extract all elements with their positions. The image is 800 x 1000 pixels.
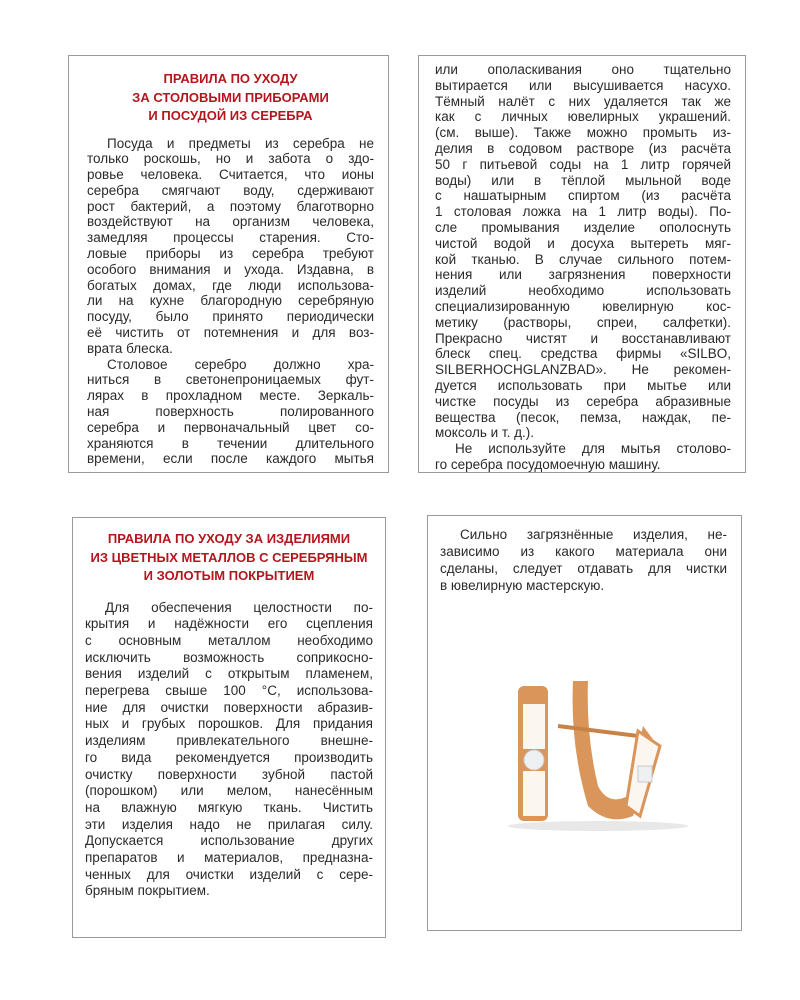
paragraph-line: серебра смягчают воду, сдерживают (87, 182, 374, 198)
paragraph-line: Допускается использование других (85, 833, 373, 849)
paragraph-line: Прекрасно чистят и восстанавливают (435, 330, 731, 346)
paragraph-line: Столовое серебро должно хра- (107, 356, 374, 372)
paragraph-line: перегрева свыше 100 °С, использова- (85, 683, 373, 699)
paragraph-line: го серебра посудомоечную машину. (435, 456, 661, 472)
paragraph-line: изделиям привлекательного внешне- (85, 733, 373, 749)
paragraph-line: серебра и первоначальный цвет со- (87, 419, 374, 435)
section-title-line: И ПОСУДОЙ ИЗ СЕРЕБРА (148, 108, 313, 123)
paragraph-line: дуется использовать при мытье или (435, 377, 731, 393)
paragraph-line: вещества (песок, пемза, наждак, пе- (435, 409, 731, 425)
paragraph (435, 62, 731, 441)
paragraph-line: с нашатырным спиртом (из расчёта (435, 188, 731, 204)
paragraph-line: бряным покрытием. (85, 883, 210, 899)
paragraph-line: посуду, было принято периодически (87, 309, 374, 325)
paragraph-line: очистку поверхности зубной пастой (85, 766, 373, 782)
paragraph-line: ловые приборы из серебра требуют (87, 246, 374, 262)
panel-workshop-cleaning (427, 515, 742, 931)
paragraph (85, 600, 373, 901)
paragraph-line: ровье человека. Считается, что ионы (87, 167, 374, 183)
paragraph-line: крытия и надёжности его сцепления (85, 616, 373, 632)
paragraph (435, 441, 731, 473)
paragraph-line: в ювелирную мастерскую. (440, 578, 605, 593)
paragraph-line: ных и грубых порошков. Для придания (85, 716, 373, 732)
paragraph-line: только роскошь, но и забота о здо- (87, 151, 374, 167)
paragraph-line: Сильно загрязнённые изделия, не- (460, 527, 727, 542)
paragraph-line: сле промывания изделие ополоснуть (435, 219, 731, 235)
section-title (87, 70, 374, 126)
paragraph-line: ниться в светонепроницаемых фут- (87, 372, 374, 388)
paragraph-line: ли на кухне благородную серебряную (87, 293, 374, 309)
section-title-line: И ЗОЛОТЫМ ПОКРЫТИЕМ (143, 568, 315, 583)
paragraph-line: Не используйте для мытья столово- (455, 441, 731, 457)
section-title-line: ЗА СТОЛОВЫМИ ПРИБОРАМИ (132, 89, 329, 105)
panel-silver-tableware-care-continued (418, 55, 746, 473)
paragraph-line: ченных для очистки изделий с сере- (85, 866, 373, 882)
section-title-line: ПРАВИЛА ПО УХОДУ ЗА ИЗДЕЛИЯМИ (107, 531, 351, 546)
paragraph-line: её чистить от потемнения и для воз- (87, 325, 374, 341)
paragraph-line: специализированную ювелирную кос- (435, 298, 731, 314)
paragraph-line: рост бактерий, а поэтому благотворно (87, 198, 374, 214)
paragraph (87, 357, 374, 468)
paragraph-line: или ополаскивания оно тщательно (435, 62, 731, 77)
paragraph-line: исключить возможность соприкосно- (85, 649, 373, 665)
paragraph-line: врата блеска. (87, 340, 173, 356)
paragraph-line: моксоль и т. д.). (435, 425, 534, 441)
earrings-photo (498, 666, 698, 836)
panel-plated-items-care (72, 517, 386, 938)
paragraph-line: блеск спец. средства фирмы «SILBO, (435, 346, 731, 362)
paragraph-line: ная поверхность полированного (87, 404, 374, 420)
paragraph-line: делия в содовом растворе (из расчёта (435, 140, 731, 156)
paragraph (87, 136, 374, 357)
paragraph-line: чистке посуды из серебра абразивные (435, 393, 731, 409)
paragraph-line: нения или загрязнения поверхности (435, 267, 731, 283)
paragraph-line: чистой водой и досуха вытереть мяг- (435, 235, 731, 251)
paragraph-line: лярах в прохладном месте. Зеркаль- (87, 388, 374, 404)
paragraph-line: (порошком) или мелом, нанесённым (85, 783, 373, 799)
paragraph-line: особого внимания и ухода. Издавна, в (87, 261, 374, 277)
paragraph-line: как с личных ювелирных украшений. (435, 109, 731, 125)
section-title-line: ПРАВИЛА ПО УХОДУ (163, 71, 298, 86)
paragraph-line: ние для очистки поверхности абразив- (85, 699, 373, 715)
paragraph-line: вытирается или высушивается насухо. (435, 77, 731, 93)
paragraph-line: воздействуют на организм человека, (87, 214, 374, 230)
paragraph-line: препаратов и материалов, предназна- (85, 850, 373, 866)
paragraph-line: кой тканью. В случае сильного потем- (435, 251, 731, 267)
section-title (85, 530, 373, 586)
paragraph-line: (см. выше). Также можно промыть из- (435, 125, 731, 141)
paragraph-line: на влажную мягкую ткань. Чистить (85, 799, 373, 815)
panel-silver-tableware-care (68, 55, 389, 473)
paragraph-line: эти изделия надо не прилагая силу. (85, 816, 373, 832)
paragraph-line: зависимо из какого материала они (440, 544, 727, 559)
paragraph-line: Тёмный налёт с них удаляется так же (435, 93, 731, 109)
paragraph-line: богатых домах, где люди использова- (87, 277, 374, 293)
paragraph-line: метику (растворы, спреи, салфетки). (435, 314, 731, 330)
paragraph-line: воды) или в тёплой мыльной воде (435, 172, 731, 188)
section-title-line: ИЗ ЦВЕТНЫХ МЕТАЛЛОВ С СЕРЕБРЯНЫМ (90, 549, 368, 565)
paragraph-line: Для обеспечения целостности по- (105, 599, 373, 615)
paragraph-line: SILBERHOCHGLANZBAD». Не рекомен- (435, 362, 731, 378)
paragraph-line: 1 столовая ложка на 1 литр воды). По- (435, 204, 731, 220)
paragraph-line: изделий необходимо использовать (435, 283, 731, 299)
paragraph-line: с основным металлом необходимо (85, 632, 373, 648)
paragraph-line: замедляя процессы старения. Сто- (87, 230, 374, 246)
paragraph (440, 526, 727, 594)
paragraph-line: вения изделий с открытым пламенем, (85, 666, 373, 682)
paragraph-line: Посуда и предметы из серебра не (107, 135, 374, 151)
paragraph-line: храняются в течении длительного (87, 435, 374, 451)
paragraph-line: времени, если после каждого мытья (87, 451, 374, 467)
paragraph-line: сделаны, следует отдавать для чистки (440, 561, 727, 576)
paragraph-line: 50 г питьевой соды на 1 литр горячей (435, 156, 731, 172)
paragraph-line: го вида рекомендуется производить (85, 749, 373, 765)
